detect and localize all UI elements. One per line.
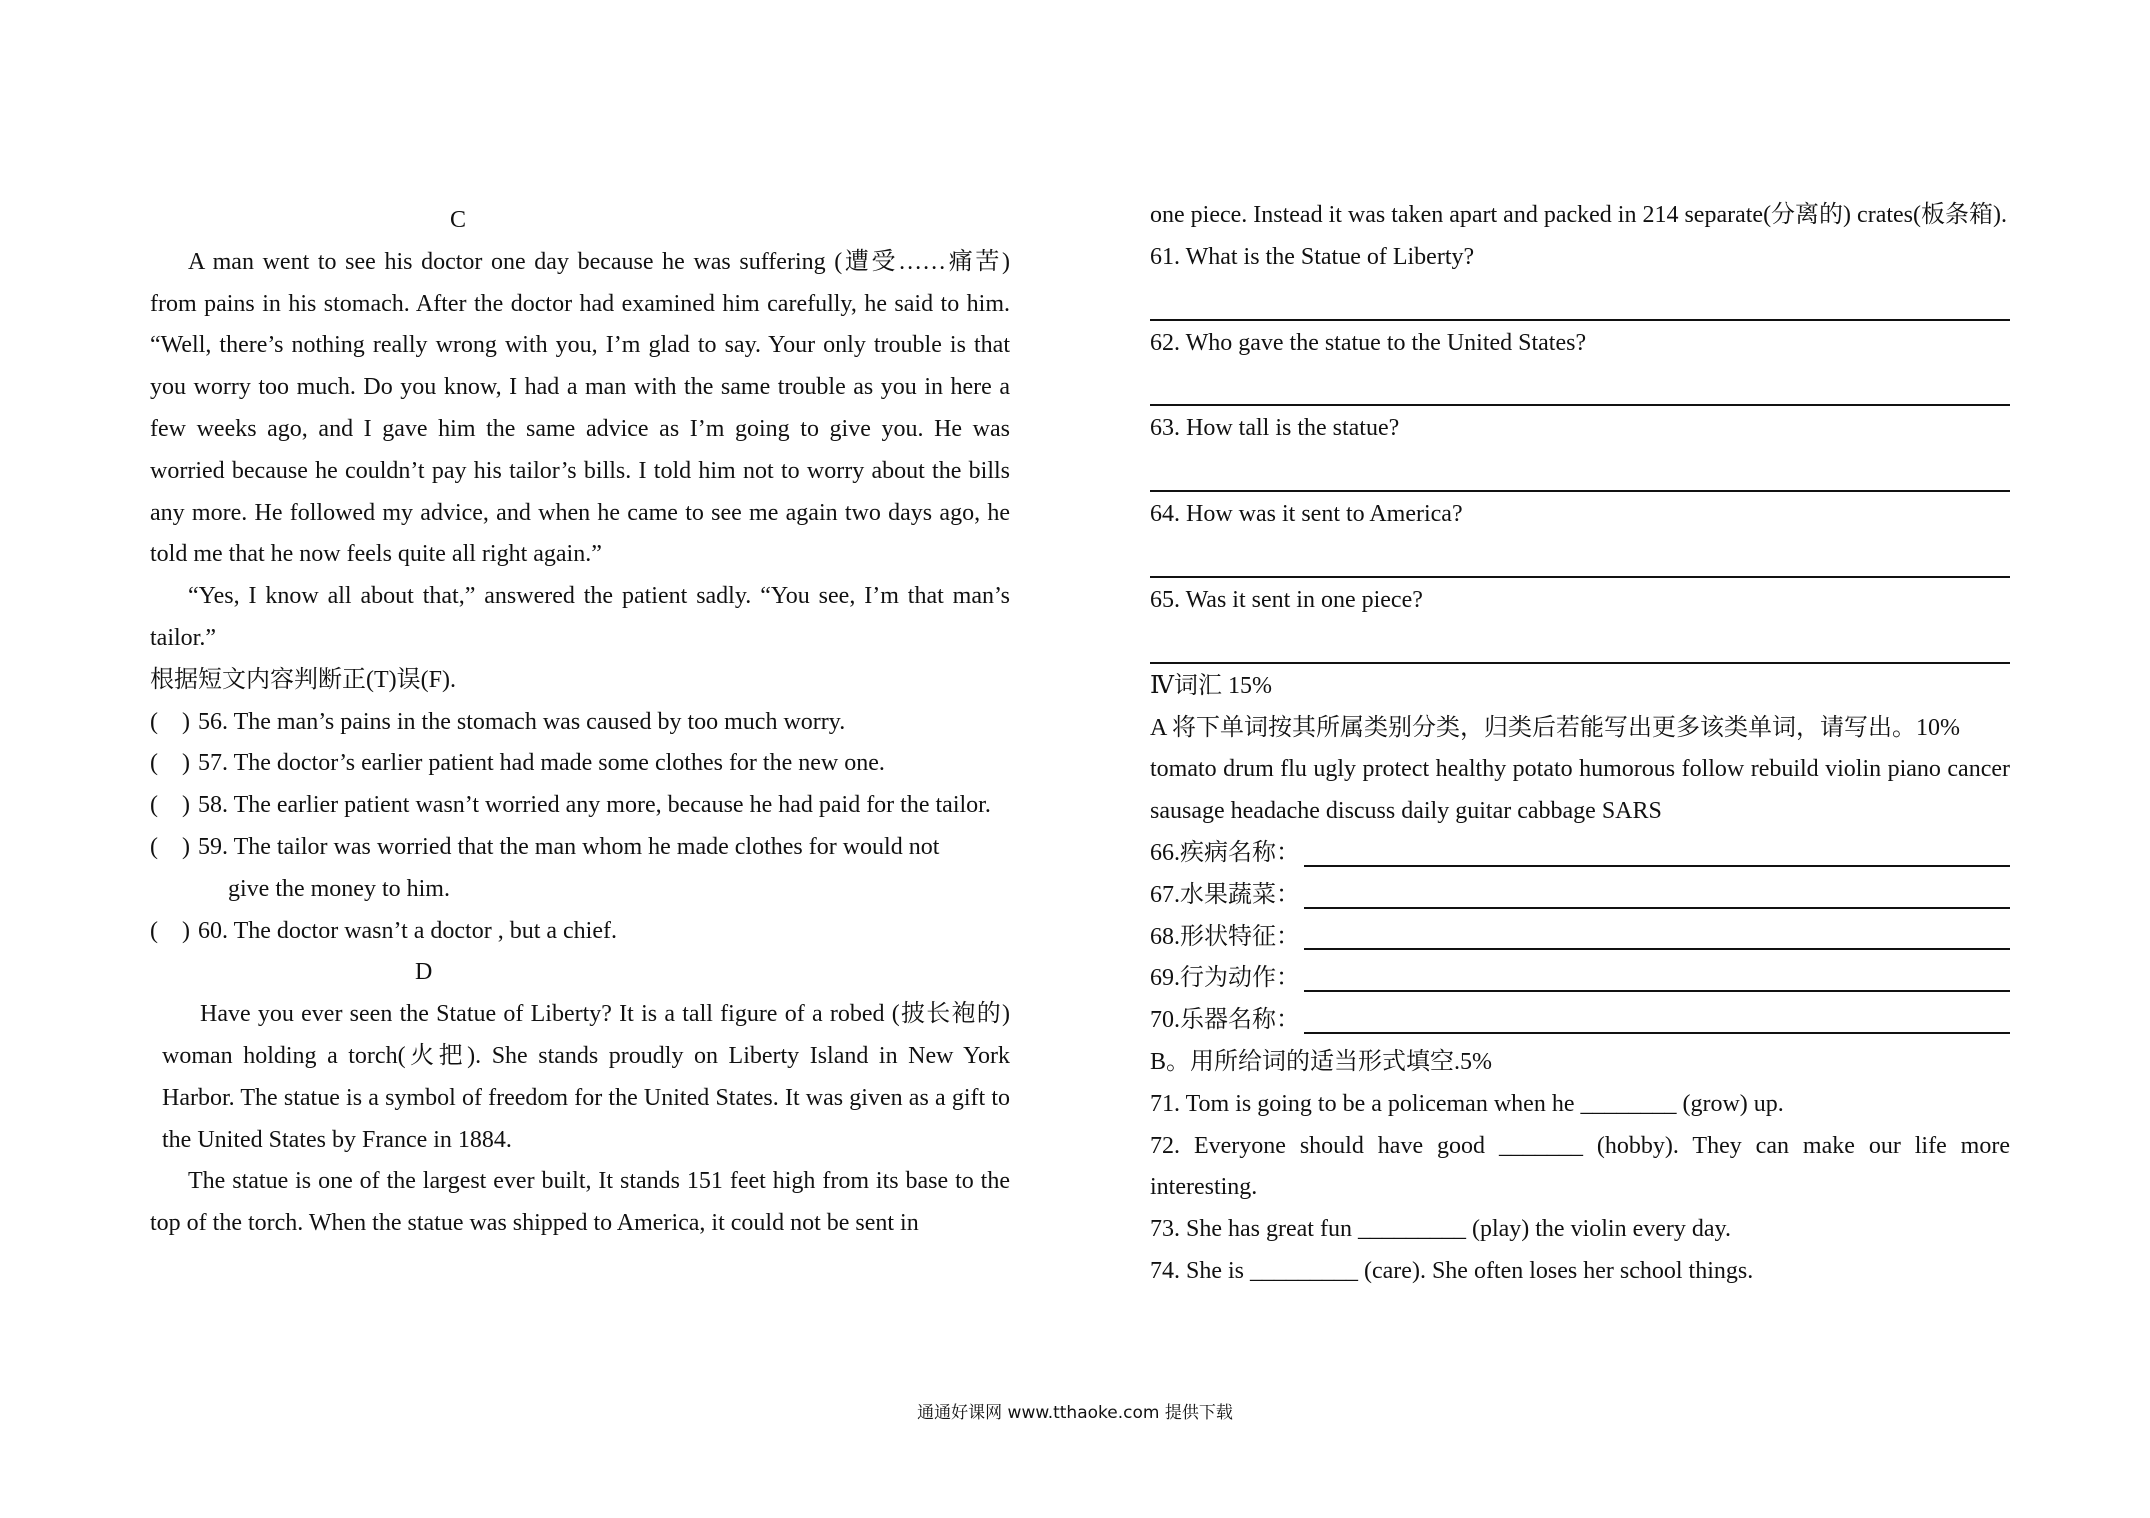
category-label: 68.形状特征： <box>1150 923 1300 950</box>
passage-c-paragraph-1: A man went to see his doctor one day because he was suffering (遭受……痛苦) from pains in his stomach. After the doctor had examined him carefully, he said to him. “Well, there’s nothing really wrong with you, I’m glad to say. Your only trouble is that you worry too much. Do you know, I had a man with the same trouble as you in here a few weeks ago, and I gave him the same advice as I’m going to give you. He was worried because he couldn’t pay his tailor’s bills. I told him not to worry about the bills any more. He followed my advice, and when he came to see me again two days ago, he told me that he now feels quite all right again.” <box>150 248 1010 568</box>
fill-item-71: 71. Tom is going to be a policeman when he ________ (grow) up. <box>1150 1090 1784 1117</box>
judge-item-56 <box>150 702 1010 744</box>
section-d-heading: D <box>415 959 433 986</box>
vocab-heading: Ⅳ词汇 15% <box>1150 672 1272 699</box>
category-row-67 <box>1150 875 2010 917</box>
judge-instruction: 根据短文内容判断正(T)误(F). <box>150 666 456 693</box>
judge-text: 56. The man’s pains in the stomach was caused by too much worry. <box>198 708 846 735</box>
passage-d-paragraph-1: Have you ever seen the Statue of Liberty? It is a tall figure of a robed (披长袍的) woman holding a torch(火把). She stands proudly on Liberty Island in New York Harbor. The statue is a symbol of freedom for the United States. It was given as a gift to the United States by France in 1884. <box>162 1001 1010 1153</box>
answer-line-62[interactable] <box>1150 364 2010 406</box>
answer-bracket[interactable]: ( ) <box>150 708 190 735</box>
answer-line-65[interactable] <box>1150 622 2010 664</box>
judge-text: 59. The tailor was worried that the man whom he made clothes for would not <box>198 833 940 860</box>
answer-line-63[interactable] <box>1150 450 2010 492</box>
part-b-instruction: B。用所给词的适当形式填空.5% <box>1150 1048 1492 1075</box>
question-61: 61. What is the Statue of Liberty? <box>1150 243 1475 270</box>
category-answer-line[interactable] <box>1304 1002 2010 1034</box>
question-62: 62. Who gave the statue to the United States? <box>1150 329 1587 356</box>
passage-d-paragraph-2: The statue is one of the largest ever built, It stands 151 feet high from its base to the top of the torch. When the statue was shipped to America, it could not be sent in <box>150 1168 1010 1237</box>
passage-d-continuation: one piece. Instead it was taken apart and packed in 214 separate(分离的) crates(板条箱). <box>1150 202 2007 228</box>
category-row-70 <box>1150 1000 2010 1042</box>
question-63: 63. How tall is the statue? <box>1150 415 1400 442</box>
category-label: 70.乐器名称： <box>1150 1007 1300 1034</box>
category-row-68 <box>1150 917 2010 959</box>
answer-bracket[interactable]: ( ) <box>150 792 190 819</box>
category-row-69 <box>1150 958 2010 1000</box>
passage-c-paragraph-2: “Yes, I know all about that,” answered the patient sadly. “You see, I’m that man’s tailor.” <box>150 583 1010 651</box>
category-answer-line[interactable] <box>1304 877 2010 909</box>
category-label: 69.行为动作： <box>1150 965 1300 992</box>
answer-bracket[interactable]: ( ) <box>150 833 190 860</box>
section-c-heading: C <box>450 207 467 233</box>
right-column <box>1150 195 2010 1293</box>
category-answer-line[interactable] <box>1304 918 2010 950</box>
answer-line-64[interactable] <box>1150 536 2010 578</box>
page-footer: 通通好课网 www.tthaoke.com 提供下载 <box>917 1403 1233 1423</box>
answer-line-61[interactable] <box>1150 279 2010 321</box>
word-bank: tomato drum flu ugly protect healthy potato humorous follow rebuild violin piano cancer sausage headache discuss daily guitar cabbage SARS <box>1150 756 2010 825</box>
category-label: 67.水果蔬菜： <box>1150 881 1300 908</box>
judge-text: 57. The doctor’s earlier patient had made some clothes for the new one. <box>198 750 885 777</box>
judge-text: 60. The doctor wasn’t a doctor , but a chief. <box>198 917 617 944</box>
answer-bracket[interactable]: ( ) <box>150 917 190 944</box>
judge-item-59-continuation: give the money to him. <box>228 875 450 902</box>
answer-bracket[interactable]: ( ) <box>150 750 190 777</box>
judge-item-58 <box>150 785 1010 827</box>
category-answer-line[interactable] <box>1304 835 2010 867</box>
fill-item-72: 72. Everyone should have good _______ (hobby). They can make our life more interesting. <box>1150 1132 2010 1201</box>
judge-item-57 <box>150 743 1010 785</box>
left-column <box>150 200 1010 1245</box>
question-64: 64. How was it sent to America? <box>1150 501 1463 528</box>
category-label: 66.疾病名称： <box>1150 839 1300 866</box>
category-row-66 <box>1150 833 2010 875</box>
judge-item-60 <box>150 911 1010 953</box>
part-a-instruction: A 将下单词按其所属类别分类，归类后若能写出更多该类单词，请写出。10% <box>1150 714 1960 741</box>
fill-item-74: 74. She is _________ (care). She often loses her school things. <box>1150 1257 1754 1284</box>
judge-item-59 <box>150 827 1010 869</box>
category-answer-line[interactable] <box>1304 960 2010 992</box>
question-65: 65. Was it sent in one piece? <box>1150 586 1423 613</box>
fill-item-73: 73. She has great fun _________ (play) the violin every day. <box>1150 1216 1731 1243</box>
judge-text: 58. The earlier patient wasn’t worried any more, because he had paid for the tailor. <box>198 792 991 819</box>
